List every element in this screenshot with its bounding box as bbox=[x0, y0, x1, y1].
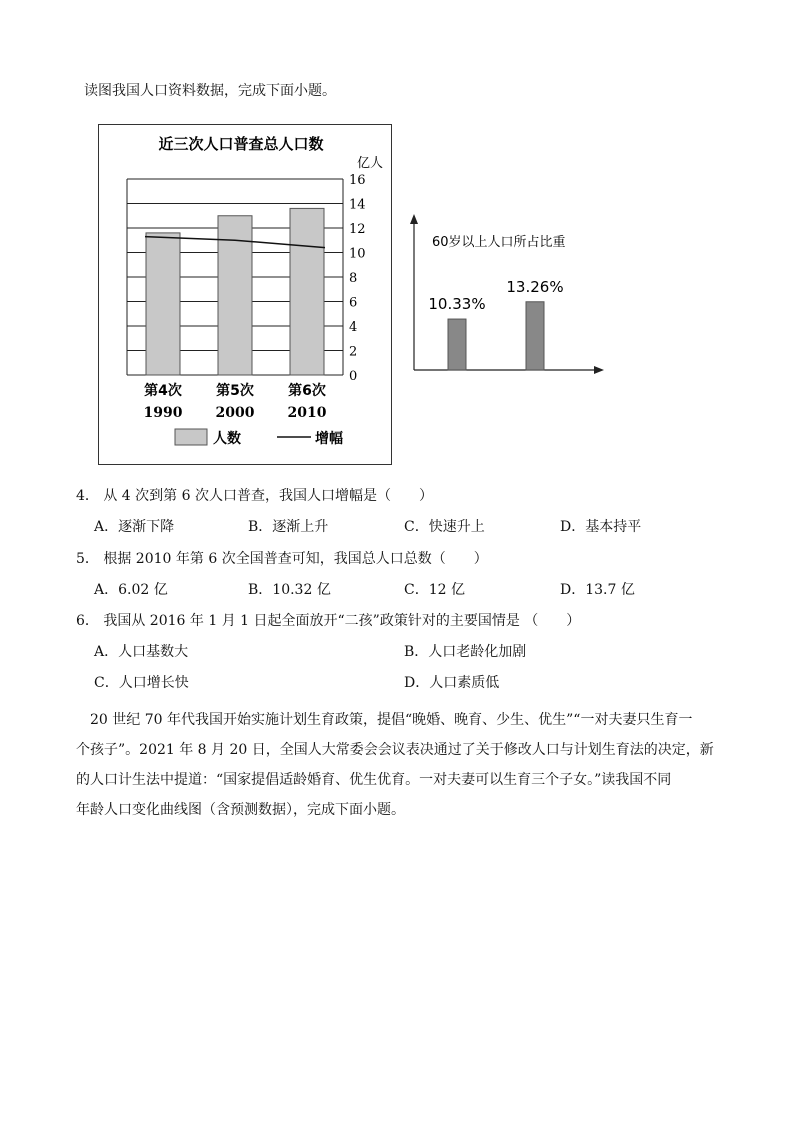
y-axis-label: 亿人 bbox=[357, 156, 384, 171]
x-tick-label: 第6次 bbox=[288, 383, 326, 399]
q5-option-b[interactable]: B．10.32 亿 bbox=[248, 582, 331, 598]
passage-line-1: 20 世纪 70 年代我国开始实施计划生育政策，提倡“晚婚、晚育、少生、优生”“一对夫妻只生育一 bbox=[90, 712, 693, 728]
question-4-stem: 4． 从 4 次到第 6 次人口普查，我国人口增幅是（ ） bbox=[76, 488, 433, 504]
population-chart-svg bbox=[99, 125, 390, 463]
chart-title: 近三次人口普查总人口数 bbox=[158, 135, 324, 153]
data-label: 13.26% bbox=[506, 277, 564, 296]
q5-option-a[interactable]: A．6.02 亿 bbox=[94, 582, 168, 598]
passage-line-2: 个孩子”。2021 年 8 月 20 日，全国人大常委会会议表决通过了关于修改人口与计划生育法的决定，新 bbox=[76, 742, 714, 758]
q6-option-c[interactable]: C．人口增长快 bbox=[94, 675, 189, 691]
bar-elderly-ratio bbox=[526, 302, 544, 370]
legend-label-count: 人数 bbox=[213, 431, 241, 447]
q6-option-d[interactable]: D．人口素质低 bbox=[404, 675, 500, 691]
y-tick-label: 14 bbox=[349, 197, 366, 213]
q6-option-a[interactable]: A．人口基数大 bbox=[94, 644, 189, 660]
x-axis-arrow-icon bbox=[594, 366, 604, 374]
bar-elderly-ratio bbox=[448, 319, 466, 370]
y-tick-label: 0 bbox=[349, 369, 358, 384]
q5-option-d[interactable]: D．13.7 亿 bbox=[560, 582, 635, 598]
x-tick-label: 第5次 bbox=[216, 383, 254, 399]
y-axis-arrow-icon bbox=[410, 214, 418, 224]
elderly-ratio-chart bbox=[404, 210, 610, 382]
y-tick-label: 16 bbox=[349, 173, 366, 188]
y-tick-label: 4 bbox=[349, 320, 358, 335]
legend-bar-swatch bbox=[175, 429, 207, 445]
q4-option-a[interactable]: A．逐渐下降 bbox=[94, 519, 175, 535]
elderly-ratio-chart-svg bbox=[404, 210, 610, 382]
y-tick-label: 2 bbox=[349, 344, 358, 360]
chart-title-elderly: 60岁以上人口所占比重 bbox=[432, 235, 566, 250]
x-tick-year: 2010 bbox=[287, 405, 327, 421]
population-chart bbox=[98, 124, 392, 465]
bar-population bbox=[146, 233, 180, 375]
y-tick-label: 10 bbox=[349, 246, 366, 262]
y-tick-label: 6 bbox=[349, 295, 358, 311]
passage bbox=[76, 705, 726, 825]
q6-option-b[interactable]: B．人口老龄化加剧 bbox=[404, 644, 527, 660]
q5-option-c[interactable]: C．12 亿 bbox=[404, 582, 465, 598]
x-tick-label: 第4次 bbox=[144, 383, 182, 399]
question-5-stem: 5． 根据 2010 年第 6 次全国普查可知，我国总人口总数（ ） bbox=[76, 551, 488, 567]
question-6-stem: 6． 我国从 2016 年 1 月 1 日起全面放开“二孩”政策针对的主要国情是 （ ） bbox=[76, 613, 581, 629]
bar-population bbox=[290, 208, 324, 375]
data-label: 10.33% bbox=[428, 295, 486, 314]
y-tick-label: 12 bbox=[349, 222, 366, 237]
legend-label-growth: 增幅 bbox=[315, 431, 343, 447]
intro-text: 读图我国人口资料数据，完成下面小题。 bbox=[84, 83, 336, 99]
x-tick-year: 2000 bbox=[215, 405, 255, 421]
y-tick-label: 8 bbox=[349, 271, 358, 286]
passage-line-3: 的人口计生法中提道：“国家提倡适龄婚育、优生优育。一对夫妻可以生育三个子女。”读我国不同 bbox=[76, 772, 672, 788]
q4-option-c[interactable]: C．快速升上 bbox=[404, 519, 485, 535]
x-tick-year: 1990 bbox=[143, 405, 183, 421]
passage-line-4: 年龄人口变化曲线图（含预测数据），完成下面小题。 bbox=[76, 802, 405, 818]
q4-option-d[interactable]: D．基本持平 bbox=[560, 519, 642, 535]
q4-option-b[interactable]: B．逐渐上升 bbox=[248, 519, 329, 535]
